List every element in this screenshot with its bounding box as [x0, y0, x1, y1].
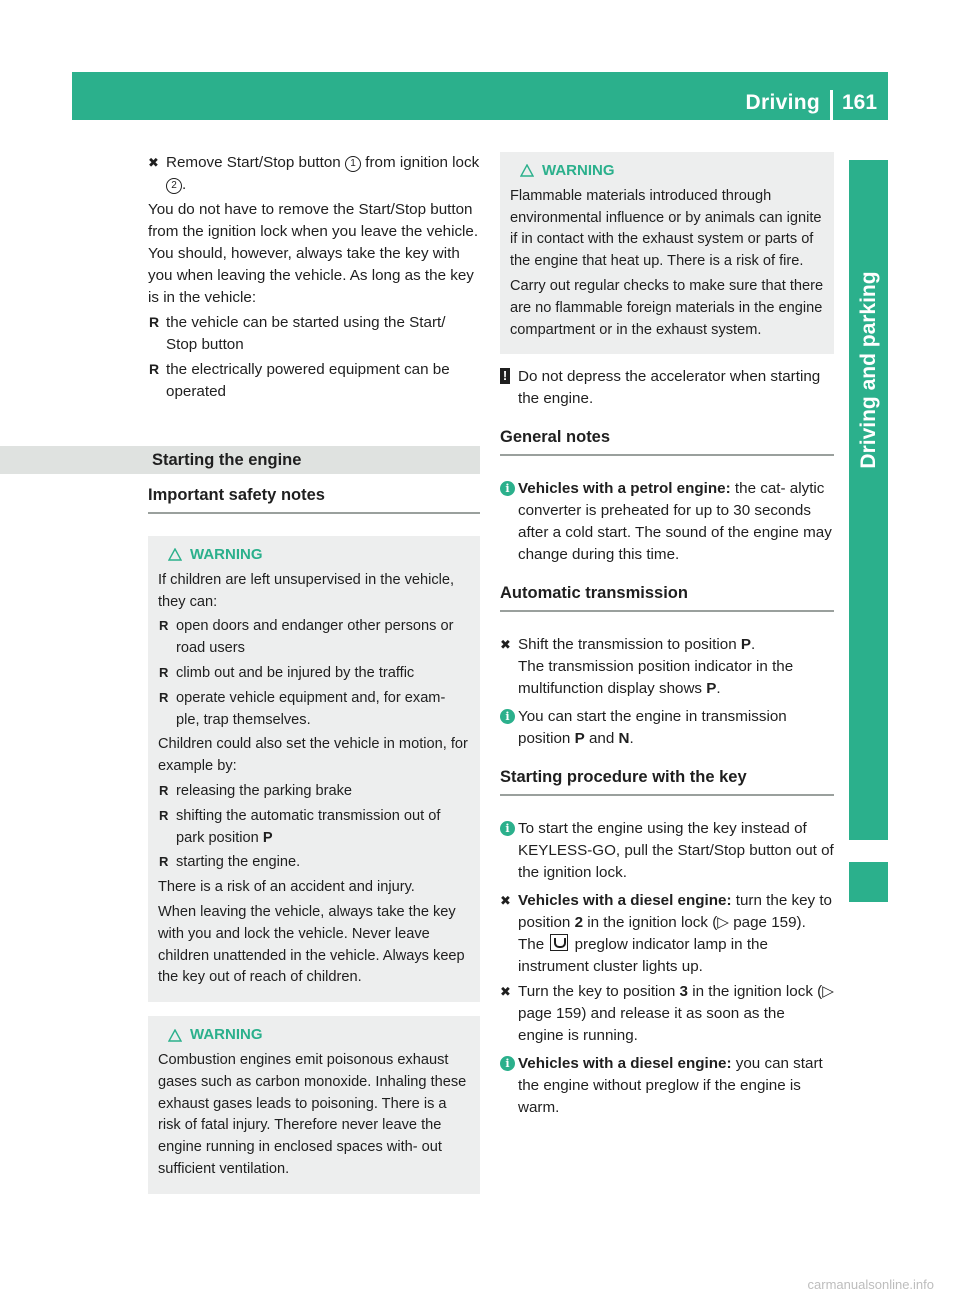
left-column	[148, 152, 480, 1194]
subsection-heading: Automatic transmission	[500, 582, 834, 612]
side-tab-label: Driving and parking	[856, 271, 880, 469]
info-icon: i	[500, 709, 515, 724]
callout-2-icon: 2	[166, 178, 182, 194]
info-icon: i	[500, 481, 515, 496]
side-tab-block	[849, 862, 888, 902]
page-reference-link[interactable]: page 159	[733, 914, 797, 932]
side-tab-label-wrap	[849, 230, 888, 510]
step-diesel: ✖ Vehicles with a diesel engine: turn the key to position 2 in the ignition lock (▷ page 159). The preglow indicator lamp in the instrument cluster lights up.	[500, 892, 833, 976]
info-note: i Vehicles with a petrol engine: the cat- alytic converter is preheated for up to 30 seconds after a cold start. The sound of the engine may change during this time.	[500, 478, 834, 566]
warning-box: WARNING Flammable materials introduced through environmental influence or by animals can ignite if in contact with the exhaust system or parts of the engine that heat up. There is a risk of fire. Carry out regular checks to make sure that there are no flammable foreign materials in the engine compartment or in the exhaust system.	[500, 152, 834, 354]
info-note: i To start the engine using the key instead of KEYLESS-GO, pull the Start/Stop button out of the ignition lock.	[500, 818, 834, 884]
warning-title: WARNING	[158, 544, 472, 566]
subsection-heading: Starting procedure with the key	[500, 766, 834, 796]
bullet-item: R the electrically powered equipment can be operated	[148, 359, 480, 403]
step-remove-button: ✖ Remove Start/Stop button 1 from ignition lock 2 .	[148, 154, 480, 193]
info-icon: i	[500, 1056, 515, 1071]
subsection-heading: General notes	[500, 426, 834, 456]
step-arrow-icon: ✖	[500, 984, 511, 1000]
info-note: i You can start the engine in transmission position P and N.	[500, 706, 834, 750]
chapter-title: Driving	[745, 91, 820, 114]
header-divider	[830, 90, 833, 120]
warning-triangle-icon	[520, 164, 534, 177]
page-reference-link[interactable]: page 159	[518, 1005, 582, 1023]
caution-note: ! Do not depress the accelerator when starting the engine.	[500, 366, 834, 410]
bullet-icon: R	[149, 314, 160, 330]
warning-triangle-icon	[168, 548, 182, 561]
warning-triangle-icon	[168, 1029, 182, 1042]
step-shift: ✖ Shift the transmission to position P. The transmission position indicator in the multifunction display shows P.	[500, 636, 794, 698]
info-note: i Vehicles with a diesel engine: you can start the engine without preglow if the engine is warm.	[500, 1053, 834, 1119]
right-column	[500, 152, 834, 1119]
warning-box: WARNING Combustion engines emit poisonous exhaust gases such as carbon monoxide. Inhaling these exhaust gases leads to poisoning. There is a risk of fatal injury. Therefore never leave the engine running in enclosed spaces with- out sufficient ventilation.	[148, 1016, 480, 1194]
step-turn-key: ✖ Turn the key to position 3 in the ignition lock (▷ page 159) and release it as soon as the engine is running.	[500, 983, 834, 1045]
warning-title: WARNING	[158, 1024, 472, 1046]
paragraph: You do not have to remove the Start/Stop button from the ignition lock when you leave the vehicle. You should, however, always take the key with you when leaving the vehicle. As long as the key is in the vehicle:	[148, 201, 479, 306]
step-arrow-icon: ✖	[148, 155, 159, 170]
step-arrow-icon: ✖	[500, 637, 511, 653]
page-ref-arrow-icon: ▷	[822, 983, 834, 1001]
bullet-icon: R	[149, 361, 160, 377]
bullet-item: R the vehicle can be started using the Start/ Stop button	[148, 312, 480, 356]
page-ref-arrow-icon: ▷	[717, 914, 729, 932]
page-number: 161	[842, 91, 878, 114]
warning-title: WARNING	[510, 160, 826, 182]
warning-box: WARNING If children are left unsupervised in the vehicle, they can: R open doors and endanger other persons or road users R climb out and be injured by the traffic R operate vehicle equipment and, for exam- ple, trap themselves. Children could also set the vehicle in motion, for example by: R releasing the parking brake R shifting the automatic transmission out of park position P R starting the engine. There is a risk of an accident and injury. When leaving the vehicle, always take the key with you and lock the vehicle. Never leave children unattended in the vehicle. Always keep the key out of reach of children.	[148, 536, 480, 1002]
info-icon: i	[500, 821, 515, 836]
preglow-indicator-icon	[550, 934, 568, 951]
subsection-heading: Important safety notes	[148, 484, 480, 514]
step-arrow-icon: ✖	[500, 893, 511, 909]
page-header	[72, 72, 888, 120]
section-heading: Starting the engine	[0, 446, 480, 474]
watermark: carmanualsonline.info	[807, 1277, 934, 1292]
callout-1-icon: 1	[345, 156, 361, 172]
exclamation-icon: !	[500, 368, 510, 384]
